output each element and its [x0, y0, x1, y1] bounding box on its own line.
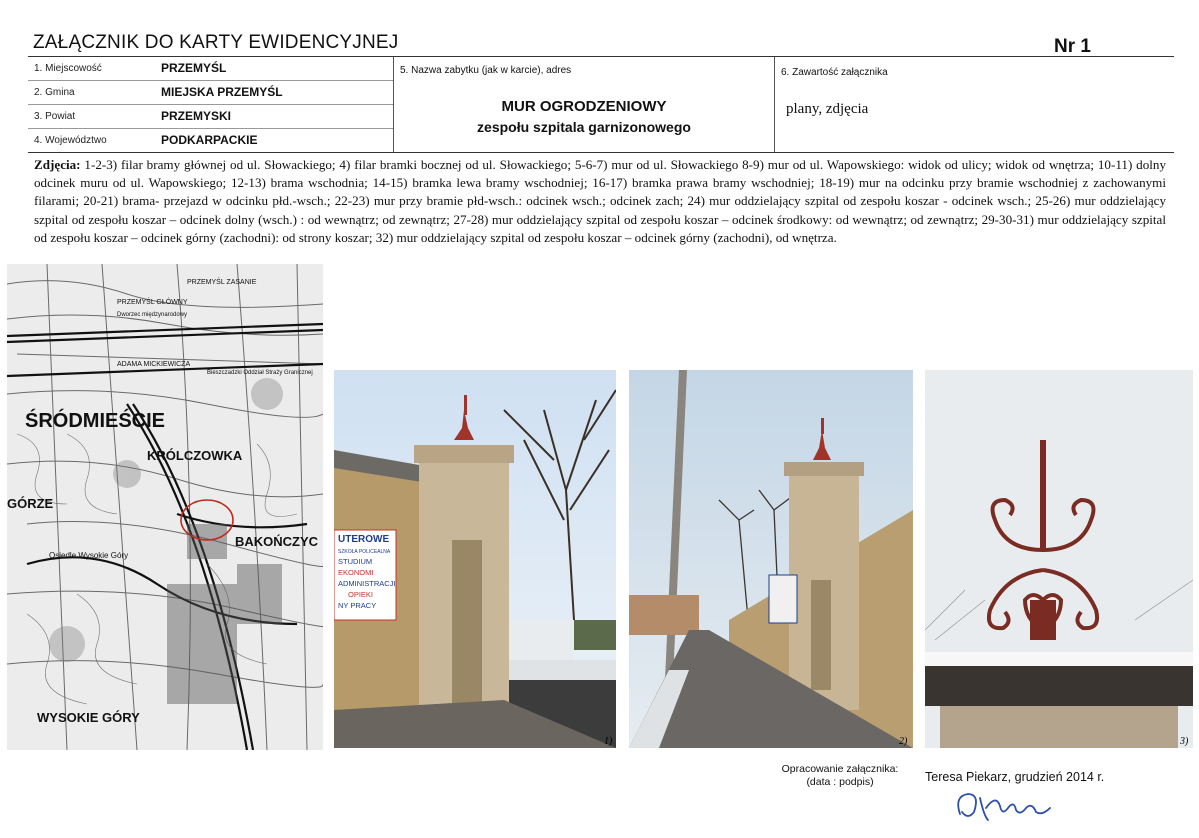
map-label: PRZEMYŚL ZASANIE — [187, 279, 257, 286]
field-row — [28, 129, 393, 152]
sign-line: ADMINISTRACJI — [338, 579, 396, 588]
contents-label: 6. Zawartość załącznika — [781, 67, 888, 78]
map-label: Bieszczadzki Oddział Straży Granicznej — [207, 370, 313, 376]
map-label: ADAMA MICKIEWICZA — [117, 361, 191, 368]
monument-name: MUR OGRODZENIOWY — [501, 98, 667, 115]
map-label: ŚRÓDMIEŚCIE — [25, 410, 166, 432]
contents-value: plany, zdjęcia — [786, 101, 869, 117]
map-label: WYSOKIE GÓRY — [37, 710, 140, 725]
map-label: GÓRZE — [7, 496, 54, 511]
photo-number: 2) — [899, 736, 908, 747]
map-label: PRZEMYŚL GŁÓWNY — [117, 299, 188, 306]
field-label: 4. Województwo — [34, 135, 107, 146]
map-label: KRÓLCZOWKA — [147, 448, 243, 463]
field-value: PRZEMYSKI — [161, 109, 232, 123]
photo-number: 3) — [1180, 736, 1189, 747]
map-image — [7, 264, 323, 750]
map-label: Osiedle Wysokie Góry — [49, 551, 129, 560]
sign-line: EKONOMI — [338, 568, 374, 577]
field-value: PODKARPACKIE — [161, 133, 258, 147]
photo-pillar-finial — [925, 370, 1193, 748]
photo-gate-pillar-street — [629, 370, 913, 748]
signature-drawing — [950, 786, 1070, 826]
sign-line: NY PRACY — [338, 601, 377, 610]
map-label: BAKOŃCZYC — [235, 534, 319, 549]
prepared-label-line: (data : podpis) — [806, 776, 874, 788]
location-map — [7, 264, 323, 750]
sign-line: SZKOŁA POLICEALNA — [338, 549, 391, 555]
photo-3-image — [925, 370, 1193, 748]
location-fields — [28, 57, 394, 152]
photos-caption — [34, 156, 1166, 247]
prepared-label-line: Opracowanie załącznika: — [781, 763, 899, 775]
field-label: 3. Powiat — [34, 111, 76, 122]
field-row — [28, 81, 393, 105]
author-date: Teresa Piekarz, grudzień 2014 r. — [925, 770, 1105, 784]
field-row — [28, 105, 393, 129]
field-row — [28, 57, 393, 81]
sign-line: OPIEKI — [348, 590, 374, 599]
sign-line: STUDIUM — [338, 557, 373, 566]
map-label: Dworzec międzynarodowy — [117, 312, 188, 318]
prepared-label — [770, 763, 910, 789]
photo-2-image — [629, 370, 913, 748]
caption-text: 1-2-3) filar bramy głównej od ul. Słowackiego; 4) filar bramki bocznej od ul. Słowackiego; 5-6-7) mur od ul. Słowackiego 8-9) mur od ul. Wapowskiego: widok od ulicy; widok od wnętrza; 10-11) dolny odcinek muru od ul. Wapowskiego; 12-13) brama wschodnia; 14-15) bramka lewa bramy wschodniej; 16-17) bramka prawa bramy wschodniej; 18-19) mur na odcinku przy bramie wschodniej z zachowanymi filarami; 20-21) brama- przejazd w odcinku płd.-wsch.; 22-23) mur przy bramie płd-wsch.: odcinek wsch.; odcinek zach; 24) mur oddzielający szpital od zespołu koszar - odcinek wsch.; 25-26) mur oddzielający szpital od zespołu koszar – odcinek dolny (wsch.) : od wewnątrz; od zewnątrz; 27-28) mur oddzielający szpital od zespołu koszar – odcinek środkowy: od wewnątrz; od zewnątrz; 29-30-31) mur oddzielający szpital od zespołu koszar – odcinek górny (zachodni): od strony koszar; 32) mur oddzielający szpital od zespołu koszar – odcinek górny (zachodni), od wnętrza. — [34, 157, 1166, 245]
field-label: 2. Gmina — [34, 87, 75, 98]
photo-main-gate-pillar — [334, 370, 616, 748]
field-value: MIEJSKA PRZEMYŚL — [161, 85, 283, 99]
signature — [950, 786, 1070, 831]
field-label: 1. Miejscowość — [34, 63, 102, 74]
page-title: ZAŁĄCZNIK DO KARTY EWIDENCYJNEJ — [33, 32, 399, 53]
sign-line: UTEROWE — [338, 534, 390, 545]
photo-1-image — [334, 370, 616, 748]
field-value: PRZEMYŚL — [161, 61, 227, 75]
monument-label: 5. Nazwa zabytku (jak w karcie), adres — [400, 65, 572, 76]
caption-lead: Zdjęcia: — [34, 157, 81, 172]
photo-number: 1) — [604, 736, 613, 747]
monument-complex: zespołu szpitala garnizonowego — [477, 119, 691, 135]
attachment-number: Nr 1 — [1054, 36, 1091, 57]
